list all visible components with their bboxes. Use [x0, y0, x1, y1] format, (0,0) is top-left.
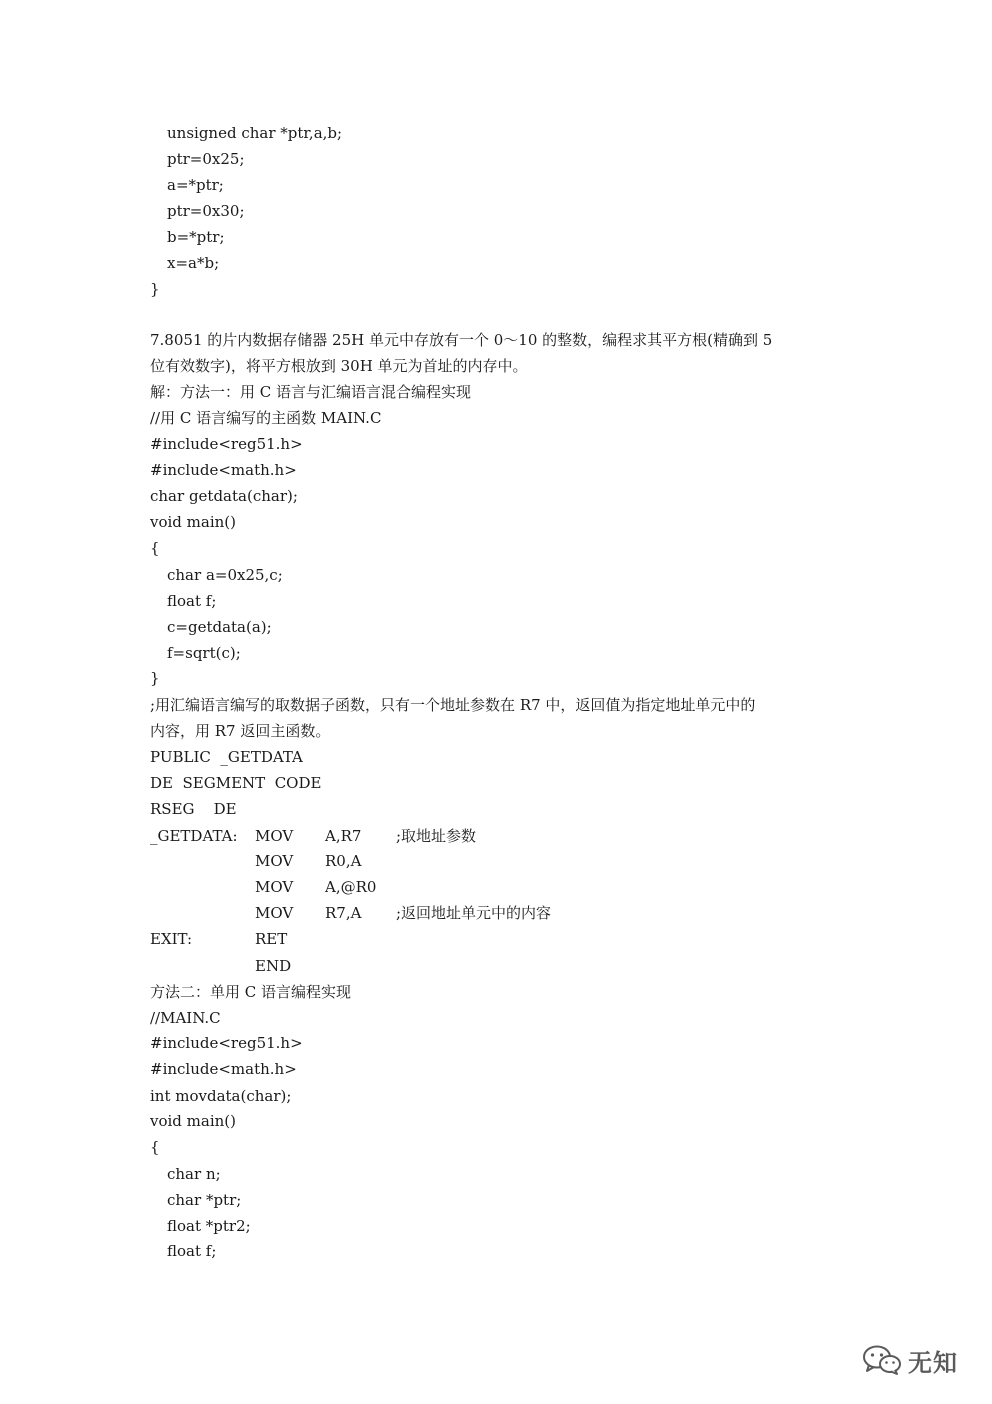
- code-line: unsigned char *ptr,a,b;: [167, 124, 343, 142]
- code-line: #include<math.h>: [150, 1060, 297, 1078]
- code-line: {: [150, 1138, 160, 1156]
- code-line: {: [150, 539, 160, 557]
- asm-op: MOV: [255, 878, 294, 896]
- code-line: float *ptr2;: [167, 1217, 251, 1235]
- asm-op: RET: [255, 930, 288, 948]
- code-line: int movdata(char);: [150, 1087, 292, 1105]
- asm-op: END: [255, 957, 292, 975]
- question-text: 7.8051 的片内数据存储器 25H 单元中存放有一个 0～10 的整数，编程求其平方根(精确到 5: [150, 331, 773, 349]
- code-line: f=sqrt(c);: [167, 644, 241, 662]
- asm-row: [150, 926, 850, 952]
- asm-op: MOV: [255, 827, 294, 845]
- code-line: char a=0x25,c;: [167, 566, 283, 584]
- asm-args: R7,A: [325, 904, 362, 922]
- asm-comment: ;返回地址单元中的内容: [396, 904, 552, 922]
- wechat-icon: [862, 1344, 902, 1376]
- asm-comment: ;取地址参数: [396, 827, 477, 845]
- question-text: 位有效数字)，将平方根放到 30H 单元为首址的内存中。: [150, 357, 528, 375]
- code-line: char getdata(char);: [150, 487, 298, 505]
- code-line: c=getdata(a);: [167, 618, 272, 636]
- code-line: char *ptr;: [167, 1191, 242, 1209]
- asm-args: A,R7: [325, 827, 362, 845]
- asm-line: RSEG DE: [150, 800, 237, 818]
- code-line: }: [150, 669, 160, 687]
- asm-op: MOV: [255, 904, 294, 922]
- code-comment: ;用汇编语言编写的取数据子函数，只有一个地址参数在 R7 中，返回值为指定地址单元中的: [150, 696, 756, 714]
- asm-args: R0,A: [325, 852, 362, 870]
- asm-line: DE SEGMENT CODE: [150, 774, 322, 792]
- code-line: void main(): [150, 1112, 237, 1130]
- code-line: a=*ptr;: [167, 176, 224, 194]
- asm-row: [150, 823, 850, 849]
- asm-op: MOV: [255, 852, 294, 870]
- code-line: #include<reg51.h>: [150, 1034, 303, 1052]
- code-comment: //MAIN.C: [150, 1009, 221, 1027]
- code-line: ptr=0x30;: [167, 202, 245, 220]
- solution-heading: 解：方法一：用 C 语言与汇编语言混合编程实现: [150, 383, 472, 401]
- code-line: }: [150, 280, 160, 298]
- asm-row: [150, 848, 850, 874]
- asm-label: EXIT:: [150, 930, 193, 948]
- code-line: b=*ptr;: [167, 228, 225, 246]
- asm-line: PUBLIC _GETDATA: [150, 748, 303, 766]
- solution-heading: 方法二：单用 C 语言编程实现: [150, 983, 352, 1001]
- asm-args: A,@R0: [325, 878, 377, 896]
- code-line: float f;: [167, 1242, 217, 1260]
- code-comment: //用 C 语言编写的主函数 MAIN.C: [150, 409, 382, 427]
- code-line: #include<math.h>: [150, 461, 297, 479]
- asm-label: _GETDATA:: [150, 827, 238, 845]
- code-line: #include<reg51.h>: [150, 435, 303, 453]
- watermark: [862, 1342, 958, 1378]
- code-comment: 内容，用 R7 返回主函数。: [150, 722, 331, 740]
- code-line: char n;: [167, 1165, 221, 1183]
- asm-row: [150, 953, 850, 979]
- asm-row: [150, 874, 850, 900]
- code-line: x=a*b;: [167, 254, 220, 272]
- asm-row: [150, 900, 850, 926]
- code-line: void main(): [150, 513, 237, 531]
- code-line: ptr=0x25;: [167, 150, 245, 168]
- watermark-text: 无知: [908, 1348, 958, 1377]
- code-line: float f;: [167, 592, 217, 610]
